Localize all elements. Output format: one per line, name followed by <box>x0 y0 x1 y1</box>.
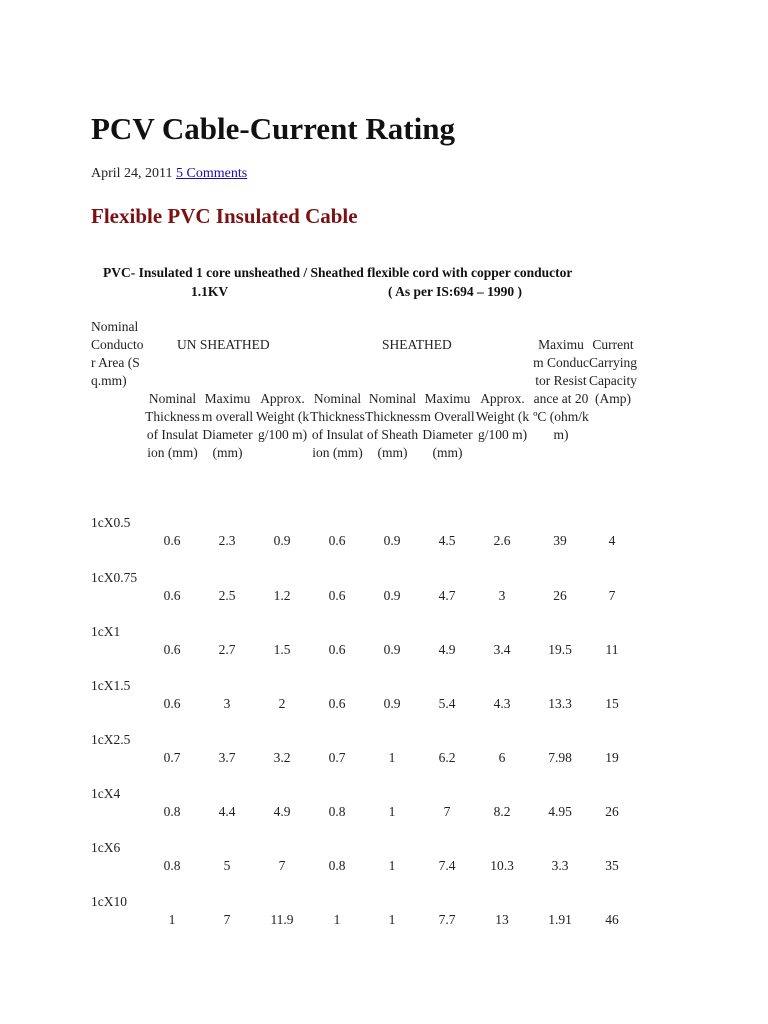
cell-sheathed-insulation: 0.6 <box>328 588 346 603</box>
cell-max-resistance: 26 <box>553 588 567 603</box>
row-label: 1cX2.5 <box>91 732 131 747</box>
subheader-sheathed-sheath: Nominal Thickness of Sheath (mm) <box>365 391 420 460</box>
header-unsheathed: UN SHEATHED <box>177 337 270 352</box>
comments-link[interactable]: 5 Comments <box>176 166 248 181</box>
cell-unsheathed-insulation: 0.8 <box>163 858 181 873</box>
cell-unsheathed-insulation: 0.6 <box>163 588 181 603</box>
header-sheathed: SHEATHED <box>382 337 452 352</box>
cell-sheathed-sheath: 1 <box>388 912 396 927</box>
cell-unsheathed-weight: 4.9 <box>273 804 291 819</box>
cell-unsheathed-insulation: 0.6 <box>163 642 181 657</box>
header-nominal-area: Nominal Conductor Area (Sq.mm) <box>91 319 144 388</box>
cell-current-capacity: 19 <box>605 750 619 765</box>
cell-sheathed-sheath: 1 <box>388 750 396 765</box>
table-caption-voltage: 1.1KV <box>191 284 229 299</box>
cell-sheathed-diameter: 6.2 <box>438 750 456 765</box>
header-current-capacity: Current Carrying Capacity (Amp) <box>589 337 637 406</box>
post-title: PCV Cable-Current Rating <box>91 111 455 146</box>
cell-unsheathed-insulation: 0.7 <box>163 750 181 765</box>
cell-sheathed-diameter: 7.7 <box>438 912 456 927</box>
cell-sheathed-weight: 4.3 <box>493 696 511 711</box>
cell-max-resistance: 4.95 <box>548 804 572 819</box>
post-date: April 24, 2011 <box>91 166 173 181</box>
cell-current-capacity: 15 <box>605 696 619 711</box>
cell-sheathed-sheath: 0.9 <box>383 533 401 548</box>
cell-sheathed-diameter: 4.5 <box>438 533 456 548</box>
row-label: 1cX4 <box>91 786 121 801</box>
subheader-unsheathed-weight: Approx. Weight (kg/100 m) <box>255 391 310 442</box>
cell-max-resistance: 39 <box>553 533 567 548</box>
cell-unsheathed-insulation: 0.8 <box>163 804 181 819</box>
subheader-sheathed-insulation: Nominal Thickness of Insulation (mm) <box>310 391 365 460</box>
cell-current-capacity: 26 <box>605 804 619 819</box>
cell-max-resistance: 1.91 <box>548 912 572 927</box>
cell-unsheathed-diameter: 4.4 <box>218 804 236 819</box>
cell-unsheathed-insulation: 0.6 <box>163 696 181 711</box>
cell-sheathed-insulation: 0.6 <box>328 696 346 711</box>
cell-sheathed-sheath: 1 <box>388 858 396 873</box>
cell-current-capacity: 4 <box>608 533 616 548</box>
subheader-sheathed-diameter: Maximum Overall Diameter (mm) <box>420 391 475 460</box>
cell-unsheathed-weight: 7 <box>278 858 286 873</box>
header-max-resistance: Maximum Conductor Resistance at 20ºC (ohm/km) <box>533 337 589 442</box>
cell-current-capacity: 7 <box>608 588 616 603</box>
row-label: 1cX1 <box>91 624 121 639</box>
cell-unsheathed-weight: 1.5 <box>273 642 291 657</box>
cell-unsheathed-insulation: 0.6 <box>163 533 181 548</box>
cell-unsheathed-diameter: 7 <box>223 912 231 927</box>
cell-max-resistance: 19.5 <box>548 642 572 657</box>
cell-sheathed-diameter: 4.7 <box>438 588 456 603</box>
cell-unsheathed-weight: 3.2 <box>273 750 291 765</box>
cell-sheathed-sheath: 0.9 <box>383 696 401 711</box>
cell-sheathed-weight: 3 <box>498 588 506 603</box>
cell-unsheathed-insulation: 1 <box>168 912 176 927</box>
cell-unsheathed-diameter: 2.3 <box>218 533 236 548</box>
subheader-sheathed-weight: Approx. Weight (kg/100 m) <box>475 391 530 442</box>
post-meta <box>91 164 247 184</box>
cell-sheathed-diameter: 7.4 <box>438 858 456 873</box>
cell-sheathed-insulation: 0.6 <box>328 642 346 657</box>
cell-sheathed-diameter: 4.9 <box>438 642 456 657</box>
cell-sheathed-insulation: 0.8 <box>328 804 346 819</box>
row-label: 1cX0.5 <box>91 515 131 530</box>
cell-sheathed-sheath: 1 <box>388 804 396 819</box>
table-caption-line-1: PVC- Insulated 1 core unsheathed / Sheathed flexible cord with copper conductor <box>103 265 573 280</box>
cell-unsheathed-diameter: 3.7 <box>218 750 236 765</box>
cell-sheathed-weight: 6 <box>498 750 506 765</box>
cell-max-resistance: 7.98 <box>548 750 572 765</box>
cell-unsheathed-weight: 1.2 <box>273 588 291 603</box>
cell-current-capacity: 35 <box>605 858 619 873</box>
cell-max-resistance: 13.3 <box>548 696 572 711</box>
subheader-unsheathed-insulation: Nominal Thickness of Insulation (mm) <box>145 391 200 460</box>
cell-sheathed-diameter: 7 <box>443 804 451 819</box>
cell-sheathed-weight: 3.4 <box>493 642 511 657</box>
cell-sheathed-insulation: 0.8 <box>328 858 346 873</box>
cell-sheathed-weight: 8.2 <box>493 804 511 819</box>
cell-sheathed-weight: 10.3 <box>490 858 514 873</box>
cell-unsheathed-diameter: 3 <box>223 696 231 711</box>
subheader-unsheathed-diameter: Maximum overall Diameter (mm) <box>201 391 254 460</box>
cell-current-capacity: 46 <box>605 912 619 927</box>
cell-sheathed-insulation: 0.7 <box>328 750 346 765</box>
cell-sheathed-sheath: 0.9 <box>383 588 401 603</box>
cell-unsheathed-weight: 2 <box>278 696 286 711</box>
cell-unsheathed-diameter: 5 <box>223 858 231 873</box>
row-label: 1cX1.5 <box>91 678 131 693</box>
cell-unsheathed-weight: 11.9 <box>270 912 294 927</box>
cell-unsheathed-diameter: 2.5 <box>218 588 236 603</box>
cell-sheathed-diameter: 5.4 <box>438 696 456 711</box>
row-label: 1cX0.75 <box>91 570 138 585</box>
cell-unsheathed-weight: 0.9 <box>273 533 291 548</box>
row-label: 1cX10 <box>91 894 127 909</box>
cell-unsheathed-diameter: 2.7 <box>218 642 236 657</box>
cell-sheathed-weight: 13 <box>495 912 509 927</box>
cell-sheathed-insulation: 1 <box>333 912 341 927</box>
table-caption-standard: ( As per IS:694 – 1990 ) <box>388 284 523 299</box>
cell-max-resistance: 3.3 <box>551 858 569 873</box>
cell-sheathed-weight: 2.6 <box>493 533 511 548</box>
cell-sheathed-sheath: 0.9 <box>383 642 401 657</box>
section-title: Flexible PVC Insulated Cable <box>91 204 358 228</box>
cell-sheathed-insulation: 0.6 <box>328 533 346 548</box>
row-label: 1cX6 <box>91 840 121 855</box>
cell-current-capacity: 11 <box>605 642 619 657</box>
